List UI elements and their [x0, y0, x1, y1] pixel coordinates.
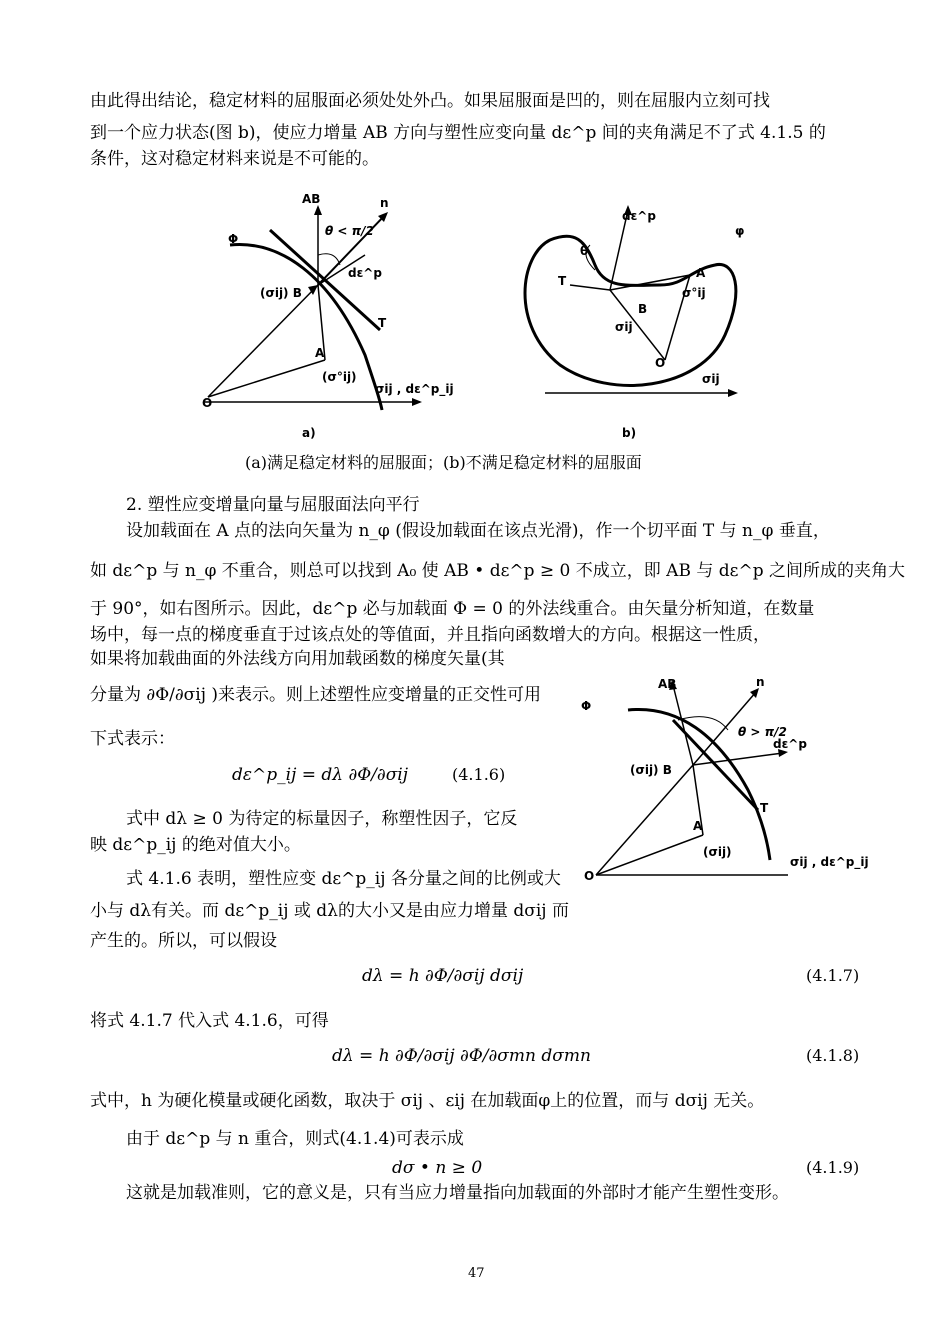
section-heading: 2. 塑性应变增量向量与屈服面法向平行 [126, 495, 420, 515]
intro-line-2: 到一个应力状态(图 b)，使应力增量 AB 方向与塑性应变向量 dε^p 间的夹角满足不了式 4.1.5 的 [90, 123, 826, 143]
theta-arc-a [318, 254, 340, 265]
label-O-a: O [202, 396, 213, 410]
paragraph-line-3: 于 90°，如右图所示。因此，dε^p 必与加载面 Φ = 0 的外法线重合。由矢量分析知道，在数量 [90, 599, 815, 619]
paragraph-line-12: 产生的。所以，可以假设 [90, 931, 277, 951]
label-sigma0-b: σ°ij [682, 286, 706, 300]
paragraph-line-4: 场中，每一点的梯度垂直于过该点处的等值面，并且指向函数增大的方向。根据这一性质， [90, 625, 770, 645]
label-axis-a: σij , dε^p_ij [375, 382, 454, 396]
label-T-b: T [558, 274, 567, 288]
paragraph-line-5: 如果将加载曲面的外法线方向用加载函数的梯度矢量(其 [90, 649, 505, 669]
figure-b [525, 205, 738, 397]
label-sigma0-a: (σ°ij) [322, 370, 357, 384]
label-B-b: B [638, 302, 648, 316]
equation-4-1-9: dσ • n ≥ 0 [392, 1158, 483, 1178]
label-A-b: A [696, 266, 706, 280]
label-theta-right: θ > π/2 [738, 725, 787, 739]
equation-number-4-1-7: (4.1.7) [806, 966, 860, 985]
label-T-a: T [378, 316, 387, 330]
label-sigma-b: σij [615, 320, 633, 334]
figure-right [578, 670, 878, 885]
label-axis-right: σij , dε^p_ij [790, 855, 869, 869]
equation-4-1-7: dλ = h ∂Φ/∂σij dσij [362, 966, 524, 986]
paragraph-line-2: 如 dε^p 与 n_φ 不重合，则总可以找到 A₀ 使 AB • dε^p ≥ 0 不成立，即 AB 与 dε^p 之间所成的夹角大 [90, 561, 905, 581]
equation-4-1-8: dλ = h ∂Φ/∂σij ∂Φ/∂σmn dσmn [332, 1046, 591, 1066]
yield-surface-curve-b [525, 236, 736, 385]
panel-label-b: b) [622, 426, 637, 440]
label-deps-a: dε^p [348, 266, 382, 280]
intro-line-1: 由此得出结论，稳定材料的屈服面必须处处外凸。如果屈服面是凹的，则在屈服内立刻可找 [90, 91, 770, 111]
vector-OA-right [596, 835, 703, 875]
paragraph-line-15: 由于 dε^p 与 n 重合，则式(4.1.4)可表示成 [126, 1129, 464, 1149]
paragraph-line-7: 下式表示： [90, 729, 175, 749]
label-phi-right: Φ [581, 699, 592, 713]
label-O-b: O [655, 356, 666, 370]
paragraph-line-11: 小与 dλ有关。而 dε^p_ij 或 dλ的大小又是由应力增量 dσij 而 [90, 901, 569, 921]
label-phi-a: Φ [228, 232, 239, 246]
figure-top [190, 185, 770, 445]
label-deps-b: dε^p [622, 209, 656, 223]
paragraph-line-8: 式中 dλ ≥ 0 为待定的标量因子，称塑性因子，它反 [126, 809, 518, 829]
paragraph-line-1: 设加载面在 A 点的法向矢量为 n_φ (假设加载面在该点光滑)，作一个切平面 T 与 n_φ 垂直， [126, 521, 830, 541]
theta-arc-right [678, 717, 728, 730]
paragraph-line-14: 式中，h 为硬化模量或硬化函数，取决于 σij 、εij 在加载面φ上的位置，而与 dσij 无关。 [90, 1091, 765, 1111]
paragraph-line-10: 式 4.1.6 表明，塑性应变 dε^p_ij 各分量之间的比例或大 [126, 869, 561, 889]
label-AB-a: AB [302, 192, 321, 206]
intro-line-3: 条件，这对稳定材料来说是不可能的。 [90, 149, 379, 169]
label-n-a: n [380, 196, 389, 210]
paragraph-line-13: 将式 4.1.7 代入式 4.1.6，可得 [90, 1011, 329, 1031]
paragraph-line-9: 映 dε^p_ij 的绝对值大小。 [90, 835, 301, 855]
label-theta-b: θ [580, 244, 589, 258]
paragraph-line-6: 分量为 ∂Φ/∂σij )来表示。则上述塑性应变增量的正交性可用 [90, 685, 541, 705]
label-A-a: A [315, 346, 325, 360]
equation-4-1-6: dε^p_ij = dλ ∂Φ/∂σij [232, 765, 409, 785]
equation-number-4-1-9: (4.1.9) [806, 1158, 860, 1177]
equation-number-4-1-6: (4.1.6) [452, 765, 506, 784]
label-T-right: T [760, 801, 769, 815]
tangent-line-T-b [570, 285, 610, 290]
label-AB-right: AB [658, 677, 677, 691]
label-theta-a: θ < π/2 [325, 224, 374, 238]
label-sigma0-right: (σij) [703, 845, 732, 859]
vector-OB-right [596, 765, 693, 875]
panel-label-a: a) [302, 426, 316, 440]
equation-number-4-1-8: (4.1.8) [806, 1046, 860, 1065]
label-axis-b: σij [702, 372, 720, 386]
paragraph-line-16: 这就是加载准则，它的意义是，只有当应力增量指向加载面的外部时才能产生塑性变形。 [126, 1183, 789, 1203]
page-number: 47 [468, 1266, 485, 1281]
label-O-right: O [584, 869, 595, 883]
label-phi-b: φ [735, 224, 745, 238]
label-sigma-B-a: (σij) B [260, 286, 302, 300]
label-sigma-B-right: (σij) B [630, 763, 672, 777]
figure-caption: (a)满足稳定材料的屈服面；(b)不满足稳定材料的屈服面 [245, 453, 642, 472]
label-deps-right: dε^p [773, 737, 807, 751]
label-n-right: n [756, 675, 765, 689]
label-A-right: A [693, 819, 703, 833]
